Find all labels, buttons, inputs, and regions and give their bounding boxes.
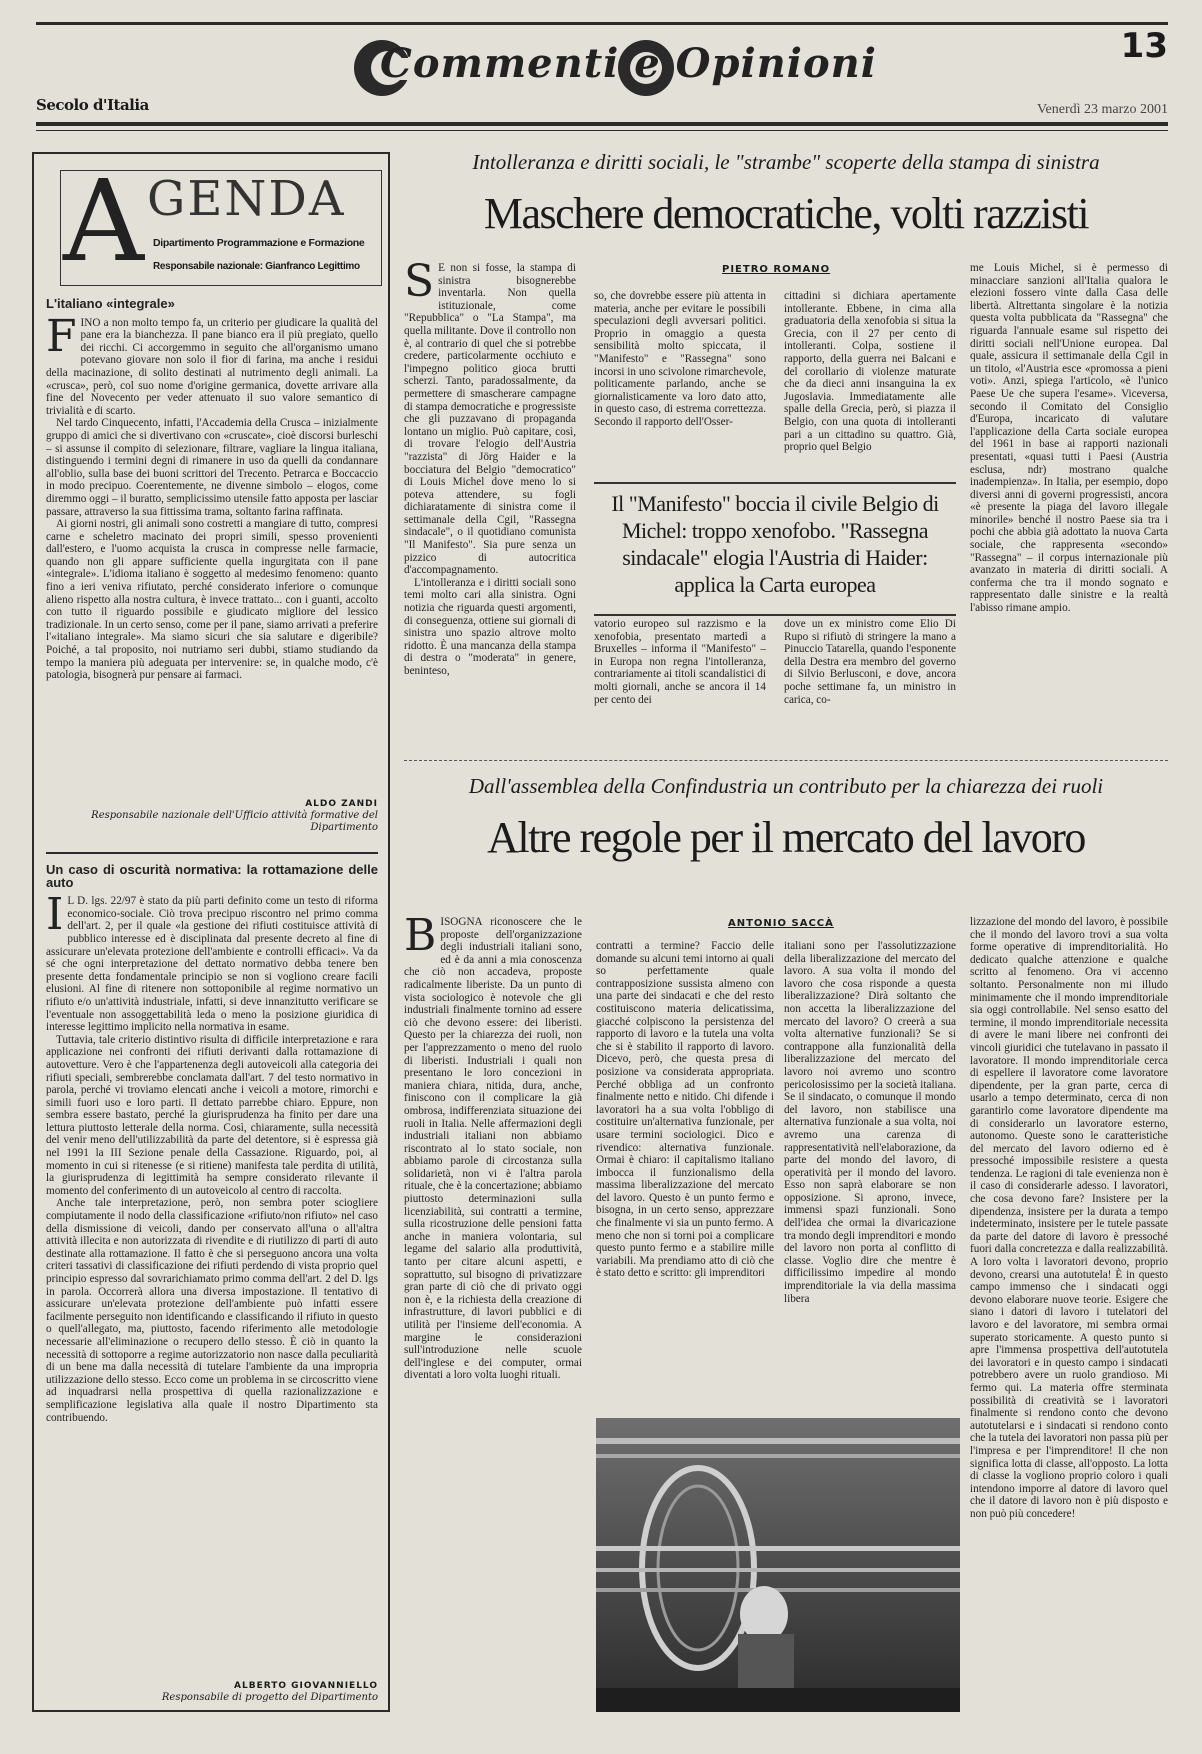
agenda-article-2-role: Responsabile di progetto del Dipartimento — [161, 1692, 378, 1703]
bottom-col-1 — [404, 916, 582, 1712]
top-rule — [36, 22, 1168, 25]
bottom-col-4-text: lizzazione del mondo del lavoro, è possibile che il mondo del lavoro trovi a sua volta forme operative di imprenditorialità. Ho dedicato qualche attenzione e qualche scritto al fenomeno. Ora vi accenno soltanto. Personalmente non mi illudo minimamente che il mondo imprenditoriale sia oggi controllabile. Nel senso esatto del termine, il mondo imprenditoriale necessita di avere le mani libere nei confronti dei vincoli giuridici che tutelavano in passato il lavoratore. Il mondo imprenditoriale cerca di espellere il lavoratore come lavoratore dipendente, per la gran parte, cerca di usarlo a tempo determinato, cerca di non garantirlo come lavoratore dipendente ma di considerarlo un lavoratore esterno, autonomo. Queste sono le caratteristiche del mercato del lavoro odierno ed è pressoché impossibile resistere a questa tendenza. Le ragioni di tale evenienza non è il caso di considerarle adesso. I lavoratori, che cosa devono fare? Insistere per la dipendenza, insistere per la durata a tempo indeterminato, insistere per le tutele passate da parte del datore di lavoro è pressoché fuori dalla concretezza e dalla realizzabilità. A loro volta i lavoratori devono, proprio devono, crearsi una autotutela! È in questo campo immenso che i sindacati oggi devono elaborare nuove teorie. Esigere che siano i datori di lavoro i tutelatori del lavoro e del lavoratore, mi sembra ormai superato storicamente. A questo punto si apre l'immensa prospettiva dell'autotutela dei lavoratori e in questo campo i sindacati potrebbero avere un ruolo grandioso. Mi fermo qui. La materia offre sterminata possibilità di creatività se i lavoratori finalmente si rendono conto che devono autotutelarsi e i sindacati si rendono conto che la tutela dei lavoratori non passa più per l'impresa e per l'imprenditore! Il che non significa lotta di classe, all'opposto. La lotta di classe la vogliono proprio coloro i quali intendono imporre al datore di lavoro quel che il datore di lavoro non è più disposto e non può più concedere! — [970, 916, 1168, 1520]
top-col-3 — [784, 290, 956, 476]
top-col-2 — [594, 290, 766, 476]
agenda-article-1-author: ALDO ZANDI — [305, 799, 378, 809]
bottom-article-byline: ANTONIO SACCÀ — [728, 918, 834, 929]
bottom-article-headline: Altre regole per il mercato del lavoro — [487, 813, 1085, 862]
bottom-article-kicker: Dall'assemblea della Confindustria un contributo per la chiarezza dei ruoli — [468, 774, 1104, 798]
agenda-manager: Responsabile nazionale: Gianfranco Legittimo — [153, 261, 360, 272]
agenda-article-1-signature — [46, 798, 378, 834]
bottom-col-2 — [596, 940, 774, 1408]
top-col-3b-text: dove un ex ministro come Elio Di Rupo si rifiutò di stringere la mano a Pinuccio Tatarella, quando l'esponente della Destra era membro del governo di Silvio Berlusconi, e dove, ancora poche settimane fa, un ministro in carica, co- — [784, 618, 956, 706]
section-title-text: Commenti e Opinioni — [380, 40, 877, 87]
agenda-article-2-author: ALBERTO GIOVANNIELLO — [234, 1681, 378, 1691]
top-col-3b — [784, 618, 956, 732]
agenda-initial: A — [63, 157, 144, 287]
top-article-kicker: Intolleranza e diritti sociali, le "strambe" scoperte della stampa di sinistra — [472, 150, 1100, 174]
top-col-1b-text: L'intolleranza e i diritti sociali sono temi molto cari alla sinistra. Ogni notizia che riguarda questi argomenti, di conseguenza, ottiene sui giornali di sinistra uno spazio altrove molto ridotto. È una mancanza della stampa di destra o "moderata" in genere, beninteso, — [404, 576, 576, 677]
agenda-department: Dipartimento Programmazione e Formazione — [153, 237, 365, 249]
top-col-1 — [404, 262, 576, 732]
top-col-3-text: cittadini si dichiara apertamente intollerante. Ebbene, in cima alla graduatoria della xenofobia si situa la Grecia, con il 27 per cento di intolleranti. Colpa, sostiene il rapporto, della guerra nei Balcani e del corollario di violenze maturate che da dieci anni insanguina la ex Jugoslavia. Immediatamente alle spalle della Grecia, però, si piazza il Belgio, con una quota di intolleranti pari a un cittadino su quattro. Già, proprio quel Belgio — [784, 290, 956, 454]
bottom-col-4 — [970, 916, 1168, 1712]
top-col-2-text: so, che dovrebbe essere più attenta in materia, anche per evitare le possibili speculazioni degli avversari politici. Proprio in omaggio a questa sensibilità molto spiccata, il "Manifesto" e "Rassegna" sono incorsi in uno scivolone rimarchevole, politicamente parlando, anche se giornalisticamente va loro dato atto, in questo caso, di estrema correttezza. Secondo il rapporto dell'Osser- — [594, 290, 766, 428]
top-col-1-text: E non si fosse, la stampa di sinistra bisognerebbe inventarla. Non quella istituzionale, come "Repubblica" o "La Stampa", ma quella militante. Dove il controllo non è, al contrario di quel che si potrebbe credere, particolarmente occhiuto e l'impegno politico gioca brutti scherzi. Tanto, paradossalmente, da permettere di smascherare campagne di stampa democratiche e progressiste che gli puzzavano di propaganda lontano un miglio. Può capitare, così, di trovare l'elogio dell'Austria "razzista" di Jörg Haider e la bocciatura del Belgio "democratico" di Louis Michel dove meno lo si poteva attendere, su fogli dichiaratamente di sinistra come il settimanale della Cgil, "Rassegna sindacale", o il quotidiano comunista "Il Manifesto". Sia pure senza un pizzico di autocritica d'accompagnamento. — [404, 262, 576, 577]
bottom-col-3-text: italiani sono per l'assolutizzazione della liberalizzazione del mercato del lavoro. A sua volta il mondo del lavoro che cosa risponde a questa liberalizzazione? Dirà soltanto che non accetta la liberalizzazione del mercato del lavoro? O creerà a sua volta alternative funzionali? Se si contrappone alla funzionalità della liberalizzazione del mercato del lavoro noi avremo uno scontro pericolosissimo per la società italiana. Se il sindacato, o comunque il mondo del lavoro, non stabilisce una alternativa funzionale a sua volta, noi avremo una carenza di rappresentatività nell'elaborazione, da parte del mondo del lavoro, di operatività per il mondo del lavoro. Esso non saprà elaborare se non opposizione. Si aprono, invece, immensi spazi funzionali. Sono dell'idea che ormai la divaricazione tra mondo degli imprenditori e mondo del lavoro non porta al conflitto di classe. Voglio dire che mentre è difficilissimo impedire al mondo imprenditoriale la via della massima libera — [784, 940, 956, 1305]
newspaper-name: Secolo d'Italia — [36, 96, 149, 114]
photo-icon — [596, 1418, 960, 1712]
agenda-divider — [46, 852, 378, 854]
section-divider — [404, 760, 1168, 761]
agenda-article-2 — [46, 864, 378, 1682]
agenda-logo — [60, 157, 382, 287]
top-article-headline: Maschere democratiche, volti razzisti — [483, 189, 1089, 238]
bottom-col-2-text: contratti a termine? Faccio delle domande su alcuni temi intorno ai quali so perfettamente quale contrapposizione sussista almeno con una parte dei sindacati e che del resto costituiscono materia delicatissima, giacché colpiscono la persistenza del rapporto di lavoro e la tutela una volta che si è stabilito il rapporto di lavoro. Dicevo, però, che questa presa di posizione va considerata appropriata. Perché obbliga ad un confronto finalmente netto e nitido. Chi difende i lavoratori ha a sua volta l'obbligo di costituire un'alternativa funzionale, per usare termini sociologici. Dico e rivendico: alternativa funzionale. Ormai è chiaro: il capitalismo italiano imbocca il funzionalismo della massima liberalizzazione del mercato del lavoro. Questo è un punto fermo e bisogna, in un certo senso, apprezzare che finalmente vi sia un punto fermo. A meno che non si torni poi a complicare questo punto fermo e a stabilire mille variabili. Ma prendiamo atto di ciò che è stato detto e scritto: gli imprenditori — [596, 940, 774, 1280]
agenda-article-1-p3: Ai giorni nostri, gli animali sono costretti a mangiare di tutto, compresi carne e scheletro macinato dei propri simili, spesso provenienti dall'estero, e l'uomo acquista la crusca in compresse nelle farmacie, quando non gli appare sufficiente quella ingurgitata con il pane «integrale». L'idioma italiano è soggetto al medesimo fenomeno: quanto fino a ieri veniva rifiutato, perché considerato inferiore o comunque alieno rispetto alla nostra cultura, è invece trattato... con i guanti, accolto con tutto il riguardo possibile e giudicato migliore del lessico tradizionale. In un certo senso, come per il pane, siamo arrivati a preferire l'«italiano integrale». Ma siamo sicuri che sia salutare e digeribile? Poiché, a tal proposito, noi nutriamo seri dubbi, stiamo studiando da tempo la maniera più adeguata per intervenire: se, in qualche modo, c'è patologia, bisognerà pur pensare ai farmaci. — [46, 518, 378, 682]
page-number: 13 — [1120, 26, 1168, 66]
agenda-article-1 — [46, 298, 378, 846]
top-article-byline: PIETRO ROMANO — [722, 264, 831, 275]
top-col-4-text: me Louis Michel, si è permesso di minacciare sanzioni all'Italia qualora le elezioni fossero vinte dalla Casa delle libertà. Altrettanta singolare è la notizia questa volta pubblicata da "Rassegna" che riguarda l'annuale esame sul rispetto dei diritti sociali nell'Unione europea. Dal quale, assicura il settimanale della Cgil in un titolo, «l'Austria esce «promossa a pieni voti». Anzi, spiega l'articolo, «è l'unico Paese Ue che supera l'esame». Viceversa, secondo il Comitato del Consiglio d'Europa, incaricato di valutare l'applicazione della Carta sociale europea del 1961 in base ai rapporti nazionali presentati, «quasi tutti i Paesi (Austria esclusa, ndr) mostrano qualche inadempienza». In Italia, per esempio, dopo diversi anni di governi progressisti, ancora «è presente la piaga del lavoro illegale minorile» benché il nostro Paese sia tra i pochi che abbia già adottato la nuova Carta sociale, che rappresenta «secondo» "Rassegna" – il corpus internazionale più avanzato in materia di diritti sociali. A conferma che tra il mondo sognato e rappresentato dalle sinistre e la realtà l'abisso rimane ampio. — [970, 262, 1168, 615]
agenda-article-2-signature — [46, 1680, 378, 1704]
dropcap-s: S — [404, 262, 435, 307]
bottom-col-1-text: ISOGNA riconoscere che le proposte dell'organizzazione degli industriali italiani sono, ed è da anni a mia conoscenza che ciò non accadeva, proposte radicalmente liberiste. Da un punto di vista sociologico è notevole che gli industriali finalmente tornino ad essere ciò che devono essere: dei liberisti. Questo per la chiarezza dei ruoli, non per l'apprezzamento o meno del ruolo di liberisti. Industriali i quali non presentano le loro concezioni in maniera chiara, nitida, dura, anche, finiscono con il complicare la già ombrosa, indifferenziata situazione dei ruoli in Italia. Nelle affermazioni degli industriali italiani non abbiamo riscontrato al lo stato sociale, non abbiamo parole di circostanza sulla solidarietà, non vi è l'altra parola rituale, che è la concertazione; abbiamo piuttosto determinazioni sulla licenziabilità, sui contratti a termine, sulla ricostruzione delle pensioni fatta anche in maniera volontaria, sul legame del salario alla produttività, tanto per citare alcuni aspetti, e soprattutto, sul bisogno di privatizzare gran parte di ciò che di privato oggi non è, e la richiesta della creazione di infrastrutture, di lavori pubblici e di utilità per l'insieme dell'economia. A margine le considerazioni sull'introduzione nelle scuole dell'inglese e dei computer, ormai diventati a loro volta luoghi rituali. — [404, 916, 582, 1382]
agenda-article-1-role: Responsabile nazionale dell'Ufficio attività formative del Dipartimento — [91, 810, 378, 833]
top-pullquote — [594, 482, 956, 616]
top-col-4 — [970, 262, 1168, 732]
issue-date: Venerdì 23 marzo 2001 — [1036, 102, 1168, 117]
bottom-col-3 — [784, 940, 956, 1408]
agenda-article-2-p1: L D. lgs. 22/97 è stato da più parti definito come un testo di riforma economico-sociale. Ciò trova precipuo riscontro nel primo comma dell'art. 2, per il quale «la gestione dei rifiuti costituisce attività di pubblico interesse ed è disciplinata dal presente decreto al fine di assicurare un'elevata protezione dell'ambiente e controlli efficaci». Va da sé che ogni interpretazione del dettato normativo debba tenere ben presente detta fondamentale principio se non si vogliono creare facili elusioni. Al fine di ritenere non sottoponibile al regime normativo un rifiuto e/o un'attività industriale, infatti, si deve innanzitutto verificare se l'eventuale non assoggettabilità leda o meno la posizione giuridica di interesse legittimo implicito nella normativa in esame. — [46, 895, 378, 1034]
top-col-2b — [594, 618, 766, 732]
dropcap-f: F — [46, 310, 77, 362]
dropcap-b: B — [404, 916, 437, 961]
agenda-article-2-p3: Anche tale interpretazione, però, non sembra poter sciogliere compiutamente il nodo della classificazione «rifiuto/non rifiuto» nel caso della dismissione di veicoli, dando per conservato all'una o all'altra attività illecita e non autorizzata di rivendite e di riutilizzo di parti di auto destinate alla rottamazione. Il fatto è che si perseguono ancora una volta criteri tassativi di classificazione dei rifiuti perdendo di vista proprio quel principio espresso dal sovrarichiamato primo comma dell'art. 2 del D. lgs in parola. Occorrerà allora una diversa impostazione. Il tentativo di assicurare un'elevata protezione dell'ambiente può infatti essere facilmente perseguito non identificando e classificando il rifiuto in questo o quell'allegato, ma, piuttosto, facendo riferimento alle metodologie necessarie all'eliminazione o recupero dello stesso. È ciò in quanto la necessità di sottoporre a regime autorizzatorio non nasce dalla peculiarità di un bene ma dalla necessità di tutelare l'ambiente da una impropria utilizzazione dello stesso. Ecco come un problema in se circoscritto viene ad inquadrarsi nella prospettiva di quella razionalizzazione e semplificazione legislativa alla quale il nostro Dipartimento sta contribuendo. — [46, 1197, 378, 1424]
dropcap-i: I — [46, 889, 64, 941]
agenda-logo-text: GENDA — [147, 171, 346, 227]
agenda-article-2-title: Un caso di oscurità normativa: la rottamazione delle auto — [46, 864, 378, 890]
photo — [596, 1418, 960, 1712]
agenda-article-1-title: L'italiano «integrale» — [46, 298, 175, 311]
masthead-rule-thin — [36, 130, 1168, 131]
top-col-2b-text: vatorio europeo sul razzismo e la xenofobia, presentato martedì a Bruxelles – informa il "Manifesto" – in Europa non regna l'intolleranza, contrariamente ai titoli scandalistici di molti giornali, anche se ancora il 14 per cento dei — [594, 618, 766, 706]
agenda-article-1-p1: INO a non molto tempo fa, un criterio per giudicare la qualità del pane era la bianchezza. Il pane bianco era il più pregiato, quello dei ricchi. Ci accorgemmo in seguito che all'organismo umano potevano giovare non solo il fior di farina, ma anche i residui della macinazione, di solito destinati al nutrimento degli animali. La «crusca», però, col suo nome d'origine germanica, dovette arrivare alla fine del Novecento per veder attenuato il suo valore semantico di trivialità e di scarto. — [46, 316, 378, 417]
agenda-article-2-p2: Tuttavia, tale criterio distintivo risulta di difficile interpretazione e rara applicazione nei confronti dei rifiuti derivanti dalla rottamazione di autovetture. Vero è che l'appartenenza degli autoveicoli alla categoria dei rifiuti speciali, sembrerebbe conclamata dall'art. 7 del testo normativo in parola, perché vi troviamo elencati anche i veicoli a motore, rimorchi e simili fuori uso e loro parti. Il dettato parrebbe chiaro. Eppure, non sembra essere bastato, perché la giurisprudenza ha finito per dare una lettura piuttosto letterale della norma. Così, chiaramente, sulla necessità del venir meno dell'utilizzabilità da parte del detentore, si è espressa già nel 1991 la III Sezione penale della Cassazione. Riguardo, poi, al momento in cui si ritenesse (e si ritiene) manifesta tale perdita di utilità, la giurisprudenza di legittimità ha sempre considerato rilevante il momento del conferimento di un autoveicolo al centro di raccolta. — [46, 1033, 378, 1197]
agenda-article-1-p2: Nel tardo Cinquecento, infatti, l'Accademia della Crusca – inizialmente gruppo di amici che si divertivano con «cruscate», cioè discorsi burleschi – si assunse il compito di selezionare, filtrare, vagliare la lingua italiana, distinguendo i termini degni di rimanere in uso da quelli da condannare all'oblio, sulla base dei buoni scrittori del Trecento. Petrarca e Boccaccio in modo precipuo. Coerentemente, ne divenne simbolo – elogos, come diremmo oggi – il buratto, semplicissimo utensile fatto apposta per lasciar passare, attraverso la sua fittissima trama, soltanto farina raffinata. — [46, 417, 378, 518]
top-pullquote-text: Il "Manifesto" boccia il civile Belgio di Michel: troppo xenofobo. "Rassegna sindacale" elogia l'Austria di Haider: applica la Carta europea — [611, 491, 939, 597]
masthead-rule — [36, 122, 1168, 126]
